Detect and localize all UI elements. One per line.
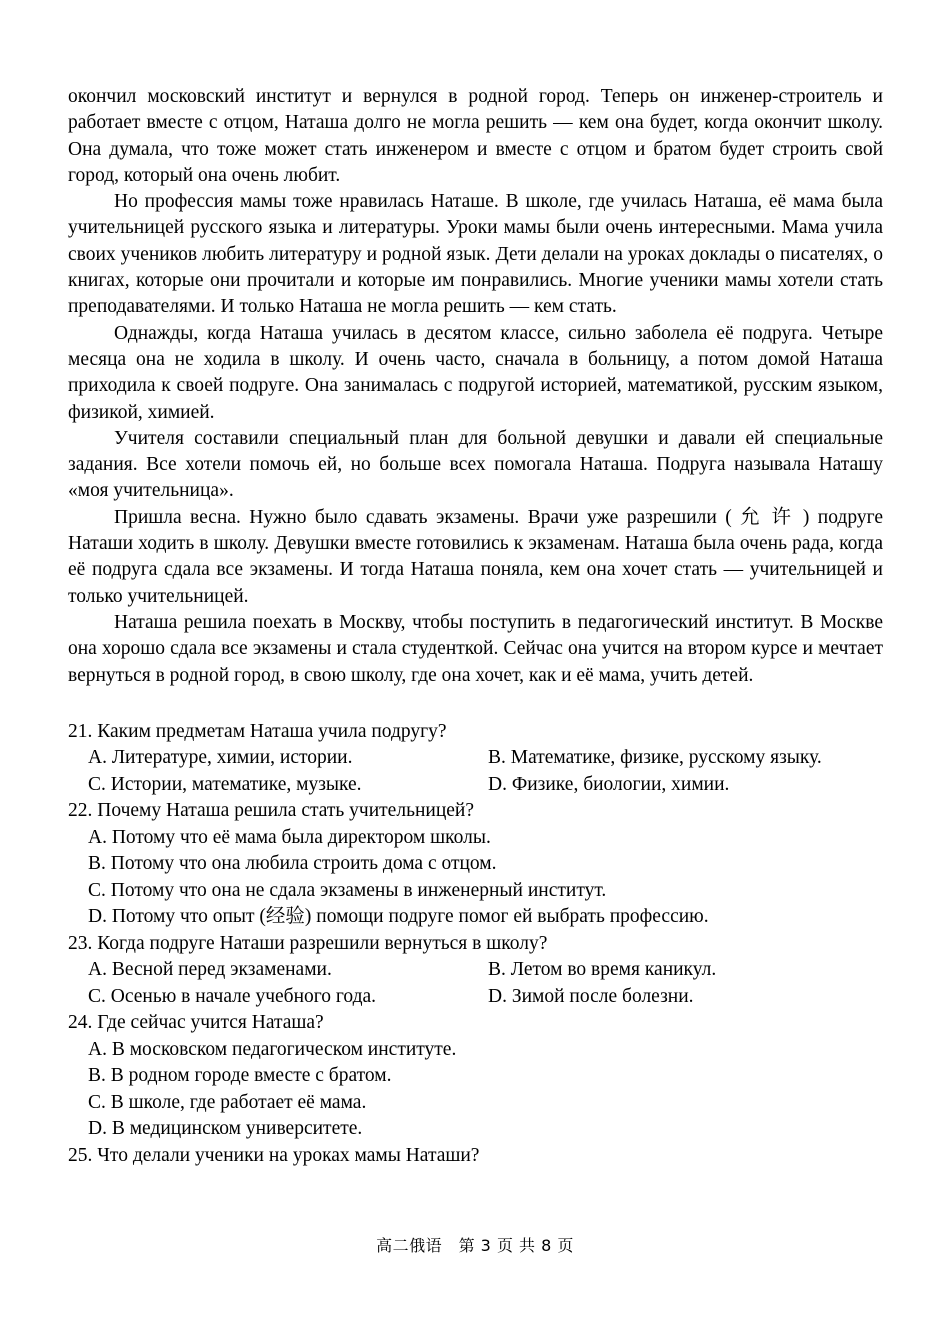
options-grid xyxy=(68,745,883,798)
question-text: 25. Что делали ученики на уроках мамы Наташи? xyxy=(68,1144,480,1166)
option-b[interactable]: B. В родном городе вместе с братом. xyxy=(88,1065,392,1087)
question-text: 23. Когда подруге Наташи разрешили вернуться в школу? xyxy=(68,932,548,954)
passage-paragraph-1: окончил московский институт и вернулся в родной город. Теперь он инженер-строитель и работает вместе с отцом, Наташа долго не могла решить — кем она будет, когда окончит школу. Она думала, что тоже может стать инженером и вместе с отцом и братом будет строить свой город, который она очень любит. xyxy=(68,86,883,186)
option-b[interactable]: B. Математике, физике, русскому языку. xyxy=(488,747,822,769)
question-24 xyxy=(68,1010,883,1143)
option-b[interactable]: B. Потому что она любила строить дома с отцом. xyxy=(88,853,497,875)
option-a[interactable]: A. Литературе, химии, истории. xyxy=(88,747,353,769)
page-footer: 高二俄语 第 3 页 共 8 页 xyxy=(376,1236,574,1255)
option-c[interactable]: C. В школе, где работает её мама. xyxy=(88,1091,367,1113)
option-d[interactable]: D. В медицинском университете. xyxy=(88,1118,363,1140)
options-list xyxy=(68,825,883,931)
question-21 xyxy=(68,719,883,799)
option-c[interactable]: C. Осенью в начале учебного года. xyxy=(88,985,377,1007)
question-23 xyxy=(68,931,883,1011)
option-a[interactable]: A. Потому что её мама была директором школы. xyxy=(88,826,491,848)
option-b[interactable]: B. Летом во время каникул. xyxy=(488,959,717,981)
option-a[interactable]: A. В московском педагогическом институте. xyxy=(88,1038,457,1060)
options-list xyxy=(68,1037,883,1143)
option-a[interactable]: A. Весной перед экзаменами. xyxy=(88,959,332,981)
option-d[interactable]: D. Зимой после болезни. xyxy=(488,985,694,1007)
option-c[interactable]: C. Потому что она не сдала экзамены в инженерный институт. xyxy=(88,879,607,901)
questions-section xyxy=(68,719,883,1170)
question-25 xyxy=(68,1143,883,1170)
option-d[interactable]: D. Физике, биологии, химии. xyxy=(488,773,730,795)
passage-paragraph-3: Однажды, когда Наташа училась в десятом классе, сильно заболела её подруга. Четыре месяца она не ходила в школу. И очень часто, сначала в больницу, а потом домой Наташа приходила к своей подруге. Она занималась с подругой историей, математикой, русским языком, физикой, химией. xyxy=(68,322,883,423)
question-text: 21. Каким предметам Наташа учила подругу? xyxy=(68,720,447,742)
option-d[interactable]: D. Потому что опыт (经验) помощи подруге помог ей выбрать профессию. xyxy=(88,906,709,928)
question-22 xyxy=(68,798,883,931)
option-c[interactable]: C. Истории, математике, музыке. xyxy=(88,773,362,795)
question-text: 24. Где сейчас учится Наташа? xyxy=(68,1012,324,1034)
question-text: 22. Почему Наташа решила стать учительницей? xyxy=(68,800,475,822)
passage-paragraph-6: Наташа решила поехать в Москву, чтобы поступить в педагогический институт. В Москве она хорошо сдала все экзамены и стала студенткой. Сейчас она учится на втором курсе и мечтает вернуться в родной город, в свою школу, где она хочет, как и её мама, учить детей. xyxy=(68,611,883,686)
passage-paragraph-5: Пришла весна. Нужно было сдавать экзамены. Врачи уже разрешили ( 允 许 ) подруге Наташи ходить в школу. Девушки вместе готовились к экзаменам. Наташа была очень рада, когда её подруга сдала все экзамены. И тогда Наташа поняла, кем она хочет стать — учительницей и только учительницей. xyxy=(68,506,883,607)
passage-paragraph-2: Но профессия мамы тоже нравилась Наташе. В школе, где училась Наташа, её мама была учительницей русского языка и литературы. Уроки мамы были очень интересными. Мама учила своих учеников любить литературу и родной язык. Дети делали на уроках доклады о писателях, о книгах, которые они прочитали и которые им понравились. Многие ученики мамы хотели стать преподавателями. И только Наташа не могла решить — кем стать. xyxy=(68,191,883,318)
document-page xyxy=(68,84,883,1169)
passage-paragraph-4: Учителя составили специальный план для больной девушки и давали ей специальные задания. Все хотели помочь ей, но больше всех помогала Наташа. Подруга называла Наташу «моя учительница». xyxy=(68,427,883,502)
options-grid xyxy=(68,957,883,1010)
